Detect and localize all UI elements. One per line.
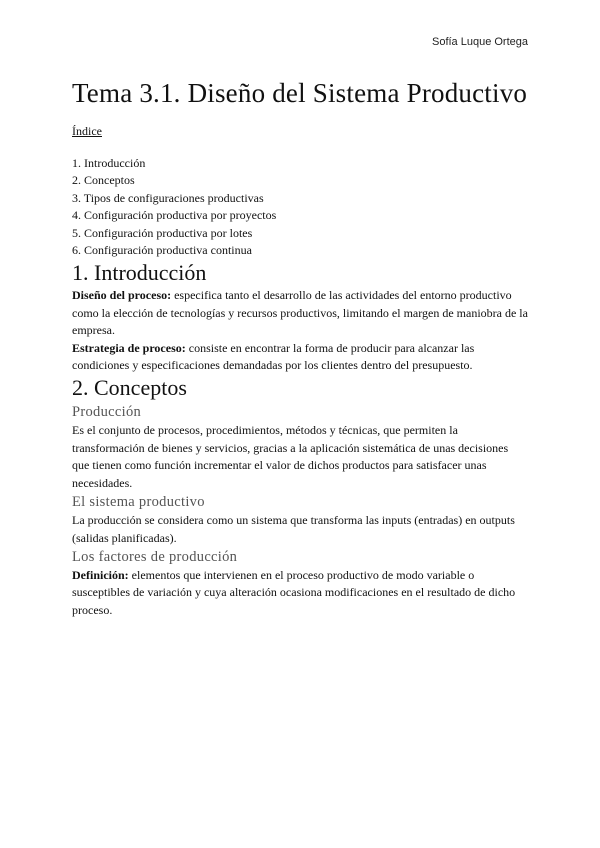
paragraph-estrategia-proceso <box>72 340 528 375</box>
paragraph-factores-produccion <box>72 567 528 619</box>
definition-factores-produccion: elementos que intervienen en el proceso productivo de modo variable o susceptibles de variación y cuya alteración ocasiona modificaciones en el resultado de dicho proceso. <box>72 567 516 617</box>
definition-estrategia-proceso: consiste en encontrar la forma de producir para alcanzar las condiciones y especificaciones demandadas por los clientes dentro del presupuesto. <box>72 340 475 373</box>
term-diseno-proceso: Diseño del proceso: <box>72 288 172 303</box>
document-page <box>72 74 528 619</box>
paragraph-sistema-productivo: La producción se considera como un sistema que transforma las inputs (entradas) en outputs (salidas planificadas). <box>72 513 515 545</box>
table-of-contents <box>72 155 528 259</box>
toc-heading: Índice <box>72 124 102 138</box>
toc-item-configuracion-lotes[interactable]: 5. Configuración productiva por lotes <box>72 225 253 240</box>
definition-diseno-proceso: especifica tanto el desarrollo de las actividades del entorno productivo como la elección de tecnologías y recursos productivos, limitando el margen de maniobra de la empresa. <box>72 288 528 338</box>
author-name: Sofía Luque Ortega <box>431 36 528 48</box>
paragraph-produccion: Es el conjunto de procesos, procedimientos, métodos y técnicas, que permiten la transformación de bienes y servicios, gracias a la aplicación sistemática de unas decisiones que tienen como función incrementar el valor de dichos productos para satisfacer unas necesidades. <box>72 423 509 490</box>
toc-item-configuracion-proyectos[interactable]: 4. Configuración productiva por proyectos <box>72 208 277 223</box>
subheading-sistema-productivo: El sistema productivo <box>72 494 205 511</box>
term-definicion: Definición: <box>72 567 129 582</box>
term-estrategia-proceso: Estrategia de proceso: <box>72 340 186 355</box>
toc-item-introduccion[interactable]: 1. Introducción <box>72 156 146 170</box>
toc-item-configuracion-continua[interactable]: 6. Configuración productiva continua <box>72 243 252 258</box>
section-heading-conceptos: 2. Conceptos <box>72 375 187 401</box>
subheading-factores-produccion: Los factores de producción <box>72 548 238 565</box>
section-heading-introduccion: 1. Introducción <box>72 260 207 286</box>
toc-item-tipos-configuraciones[interactable]: 3. Tipos de configuraciones productivas <box>72 190 264 205</box>
document-title: Tema 3.1. Diseño del Sistema Productivo <box>72 78 528 108</box>
toc-item-conceptos[interactable]: 2. Conceptos <box>72 173 135 188</box>
paragraph-diseno-proceso <box>72 287 528 339</box>
subheading-produccion: Producción <box>72 404 142 421</box>
